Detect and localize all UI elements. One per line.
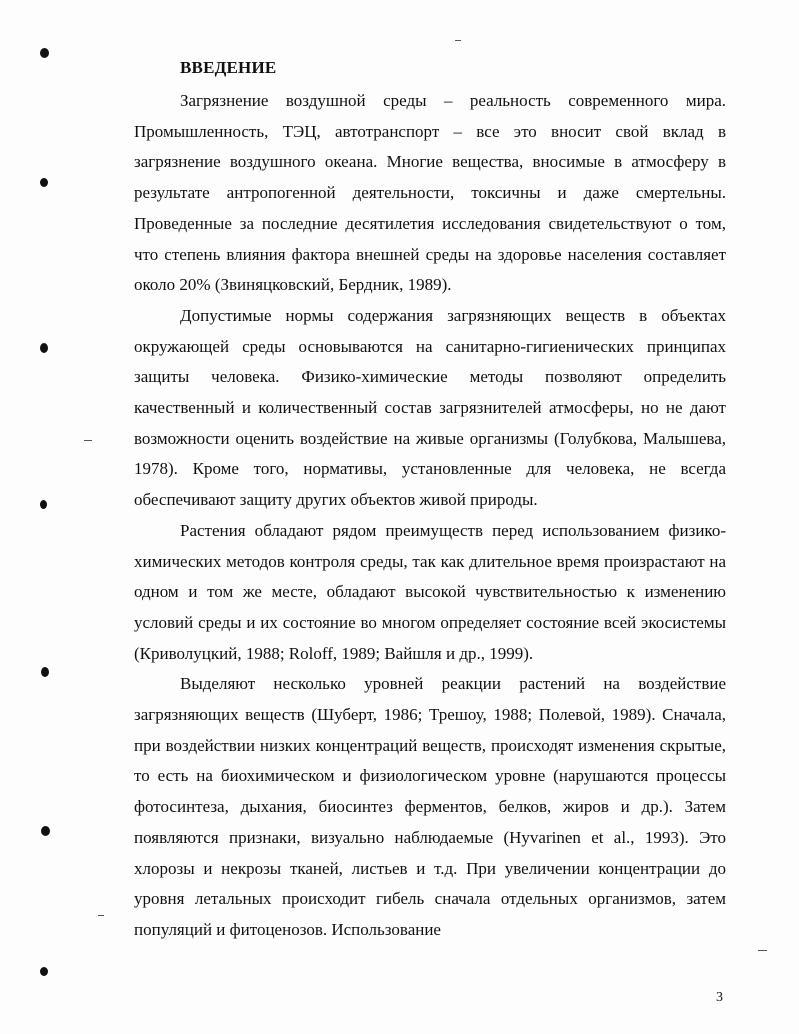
page-number: 3 xyxy=(716,990,723,1005)
binder-hole-mark xyxy=(41,667,49,677)
paragraph: Выделяют несколько уровней реакции растений на воздействие загрязняющих веществ (Шуберт, 1986; Трешоу, 1988; Полевой, 1989). Сначала, при воздействии низких концентраций веществ, происходят изменения скрытые, то есть на биохимическом и физиологическом уровне (нарушаются процессы фотосинтеза, дыхания, биосинтез ферментов, белков, жиров и др.). Затем появляются признаки, визуально наблюдаемые (Hyvarinen et al., 1993). Это хлорозы и некрозы тканей, листьев и т.д. При увеличении концентрации до уровня летальных происходит гибель сначала отдельных организмов, затем популяций и фитоценозов. Использование xyxy=(134,674,726,939)
section-heading: ВВЕДЕНИЕ xyxy=(180,58,277,77)
scan-artifact xyxy=(98,915,104,916)
body-text xyxy=(134,86,726,946)
binder-hole-mark xyxy=(40,967,48,976)
scan-artifact xyxy=(84,440,92,441)
binder-hole-mark xyxy=(40,343,48,353)
paragraph: Допустимые нормы содержания загрязняющих веществ в объектах окружающей среды основываются на санитарно-гигиенических принципах защиты человека. Физико-химические методы позволяют определить качественный и количественный состав загрязнителей атмосферы, но не дают возможности оценить воздействие на живые организмы (Голубкова, Малышева, 1978). Кроме того, нормативы, установленные для человека, не всегда обеспечивают защиту других объектов живой природы. xyxy=(134,305,726,510)
binder-hole-mark xyxy=(40,500,47,509)
paragraph: Загрязнение воздушной среды – реальность современного мира. Промышленность, ТЭЦ, автотранспорт – все это вносит свой вклад в загрязнение воздушного океана. Многие вещества, вносимые в атмосферу в результате антропогенной деятельности, токсичны и даже смертельны. Проведенные за последние десятилетия исследования свидетельствуют о том, что степень влияния фактора внешней среды на здоровье населения составляет около 20% (Звиняцковский, Бердник, 1989). xyxy=(134,91,726,295)
binder-hole-mark xyxy=(40,178,48,187)
binder-hole-mark xyxy=(41,826,50,836)
binder-hole-mark xyxy=(40,48,49,58)
scan-artifact xyxy=(758,950,767,951)
scan-artifact xyxy=(455,40,461,41)
paragraph: Растения обладают рядом преимуществ перед использованием физико-химических методов контроля среды, так как длительное время произрастают на одном и том же месте, обладают высокой чувствительностью к изменению условий среды и их состояние во многом определяет состояние всей экосистемы (Криволуцкий, 1988; Roloff, 1989; Вайшля и др., 1999). xyxy=(134,520,726,663)
